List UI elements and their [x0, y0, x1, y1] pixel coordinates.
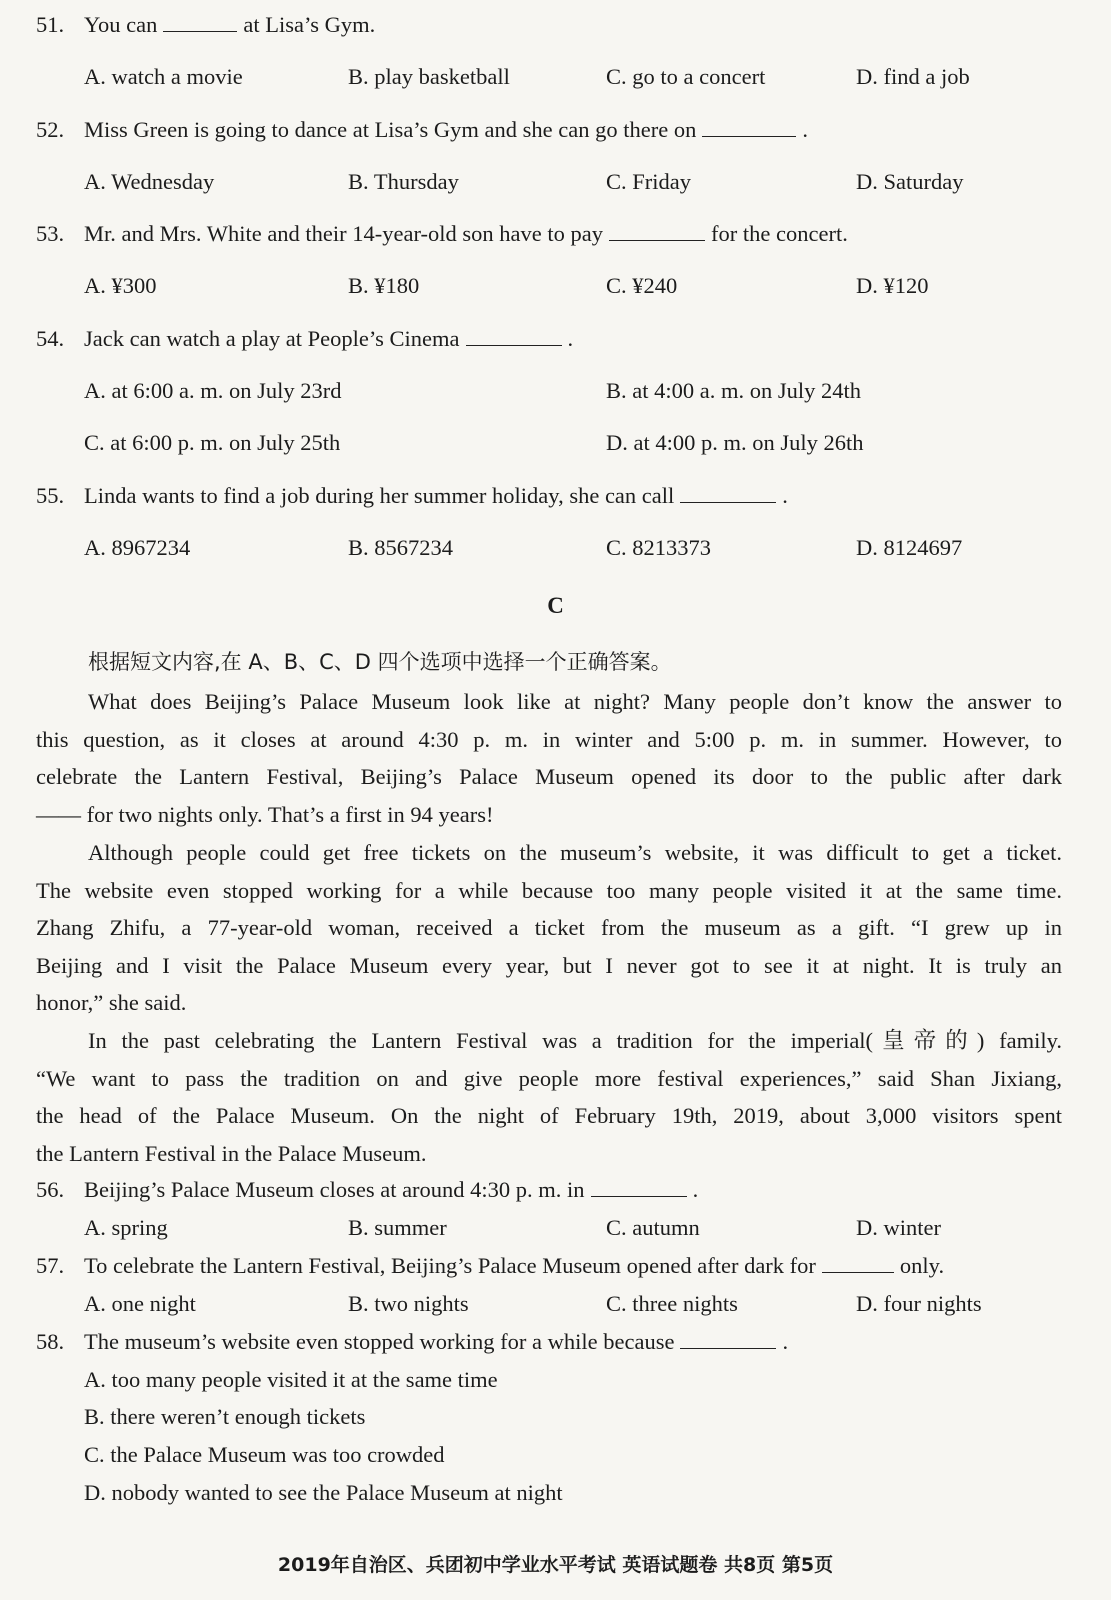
- option-b: B. summer: [348, 1215, 447, 1240]
- passage-line: the head of the Palace Museum. On the night of February 19th, 2019, about 3,000 visitors spent: [36, 1103, 1062, 1129]
- passage-line: honor,” she said.: [36, 990, 187, 1016]
- passage-paragraph-2: [36, 834, 1062, 1022]
- answer-blank: [466, 327, 562, 346]
- section-heading: C: [547, 593, 564, 618]
- option-d: D. winter: [856, 1215, 941, 1240]
- question-54: [36, 326, 573, 352]
- answer-blank: [609, 222, 705, 241]
- question-53: [36, 221, 848, 247]
- option-a: A. at 6:00 a. m. on July 23rd: [84, 378, 342, 403]
- question-stem-end: .: [567, 326, 574, 351]
- option-a: A. one night: [84, 1291, 196, 1316]
- passage-line: —— for two nights only. That’s a first in 94 years!: [36, 801, 494, 827]
- option-d: D. Saturday: [856, 169, 964, 194]
- option-c: C. ¥240: [606, 273, 678, 298]
- option-d: D. 8124697: [856, 535, 963, 560]
- page-footer: 2019年自治区、兵团初中学业水平考试 英语试题卷 共8页 第5页: [277, 1554, 834, 1576]
- option-d: D. at 4:00 p. m. on July 26th: [606, 430, 864, 455]
- passage-line: Although people could get free tickets on the museum’s website, it was difficult to get a ticket.: [88, 840, 1062, 865]
- question-number: 55.: [36, 483, 65, 508]
- question-stem: Linda wants to find a job during her summer holiday, she can call: [84, 483, 675, 508]
- question-stem: Beijing’s Palace Museum closes at around 4:30 p. m. in: [84, 1177, 585, 1202]
- option-a: A. watch a movie: [84, 64, 243, 89]
- option-d: D. ¥120: [856, 273, 929, 298]
- option-a: A. ¥300: [84, 273, 157, 298]
- passage-line: In the past celebrating the Lantern Festival was a tradition for the imperial(皇帝的) family.: [88, 1028, 1062, 1053]
- question-stem: Jack can watch a play at People’s Cinema: [84, 326, 460, 351]
- passage-line: Zhang Zhifu, a 77-year-old woman, received a ticket from the museum as a gift. “I grew up in: [36, 915, 1062, 941]
- question-51: [36, 12, 375, 38]
- option-c: C. three nights: [606, 1291, 738, 1316]
- answer-blank: [680, 484, 776, 503]
- question-stem-end: .: [692, 1177, 699, 1202]
- option-a: A. too many people visited it at the same time: [84, 1367, 498, 1392]
- option-b: B. play basketball: [348, 64, 510, 89]
- option-b: B. ¥180: [348, 273, 420, 298]
- answer-blank: [680, 1330, 776, 1349]
- question-stem: You can: [84, 12, 158, 37]
- answer-blank: [822, 1254, 894, 1273]
- question-stem: To celebrate the Lantern Festival, Beijing’s Palace Museum opened after dark for: [84, 1253, 816, 1278]
- option-c: C. at 6:00 p. m. on July 25th: [84, 430, 341, 455]
- option-c: C. go to a concert: [606, 64, 766, 89]
- question-number: 56.: [36, 1177, 65, 1202]
- option-d: D. nobody wanted to see the Palace Museum at night: [84, 1480, 563, 1505]
- option-a: A. Wednesday: [84, 169, 215, 194]
- question-55: [36, 483, 788, 509]
- option-c: C. 8213373: [606, 535, 712, 560]
- passage-line: What does Beijing’s Palace Museum look like at night? Many people don’t know the answer to: [88, 689, 1062, 714]
- passage-line: The website even stopped working for a while because too many people visited it at the same time.: [36, 877, 1062, 903]
- question-stem: Mr. and Mrs. White and their 14-year-old son have to pay: [84, 221, 604, 246]
- question-stem-end: for the concert.: [711, 221, 848, 246]
- answer-blank: [163, 13, 237, 32]
- passage-paragraph-3: [36, 1022, 1062, 1172]
- option-b: B. at 4:00 a. m. on July 24th: [606, 378, 861, 403]
- option-a: A. spring: [84, 1215, 168, 1240]
- option-d: D. find a job: [856, 64, 970, 89]
- answer-blank: [702, 118, 796, 137]
- question-stem-end: at Lisa’s Gym.: [243, 12, 376, 37]
- question-56: [36, 1177, 698, 1203]
- passage-line: “We want to pass the tradition on and give people more festival experiences,” said Shan Jixiang,: [36, 1065, 1062, 1091]
- option-c: C. autumn: [606, 1215, 700, 1240]
- passage-paragraph-1: [36, 683, 1062, 833]
- question-number: 52.: [36, 117, 65, 142]
- option-d: D. four nights: [856, 1291, 982, 1316]
- question-stem-end: only.: [899, 1253, 945, 1278]
- option-b: B. 8567234: [348, 535, 454, 560]
- passage-line: celebrate the Lantern Festival, Beijing’s Palace Museum opened its door to the public after dark: [36, 764, 1062, 790]
- option-b: B. two nights: [348, 1291, 469, 1316]
- question-number: 57.: [36, 1253, 65, 1278]
- question-stem: Miss Green is going to dance at Lisa’s Gym and she can go there on: [84, 117, 697, 142]
- question-57: [36, 1253, 944, 1279]
- option-c: C. Friday: [606, 169, 692, 194]
- section-instruction: 根据短文内容,在 A、B、C、D 四个选项中选择一个正确答案。: [88, 650, 672, 674]
- question-number: 54.: [36, 326, 65, 351]
- passage-line: this question, as it closes at around 4:30 p. m. in winter and 5:00 p. m. in summer. However, to: [36, 726, 1062, 752]
- question-stem: The museum’s website even stopped working for a while because: [84, 1329, 675, 1354]
- option-b: B. there weren’t enough tickets: [84, 1404, 366, 1429]
- question-58: [36, 1329, 788, 1355]
- question-stem-end: .: [802, 117, 808, 142]
- option-a: A. 8967234: [84, 535, 191, 560]
- option-c: C. the Palace Museum was too crowded: [84, 1442, 445, 1467]
- question-stem-end: .: [782, 1329, 789, 1354]
- question-number: 58.: [36, 1329, 65, 1354]
- question-stem-end: .: [782, 483, 788, 508]
- passage-line: Beijing and I visit the Palace Museum every year, but I never got to see it at night. It is truly an: [36, 952, 1062, 978]
- option-b: B. Thursday: [348, 169, 459, 194]
- question-number: 51.: [36, 12, 65, 37]
- answer-blank: [591, 1178, 687, 1197]
- question-52: [36, 117, 808, 143]
- passage-line: the Lantern Festival in the Palace Museum.: [36, 1140, 427, 1166]
- question-number: 53.: [36, 221, 65, 246]
